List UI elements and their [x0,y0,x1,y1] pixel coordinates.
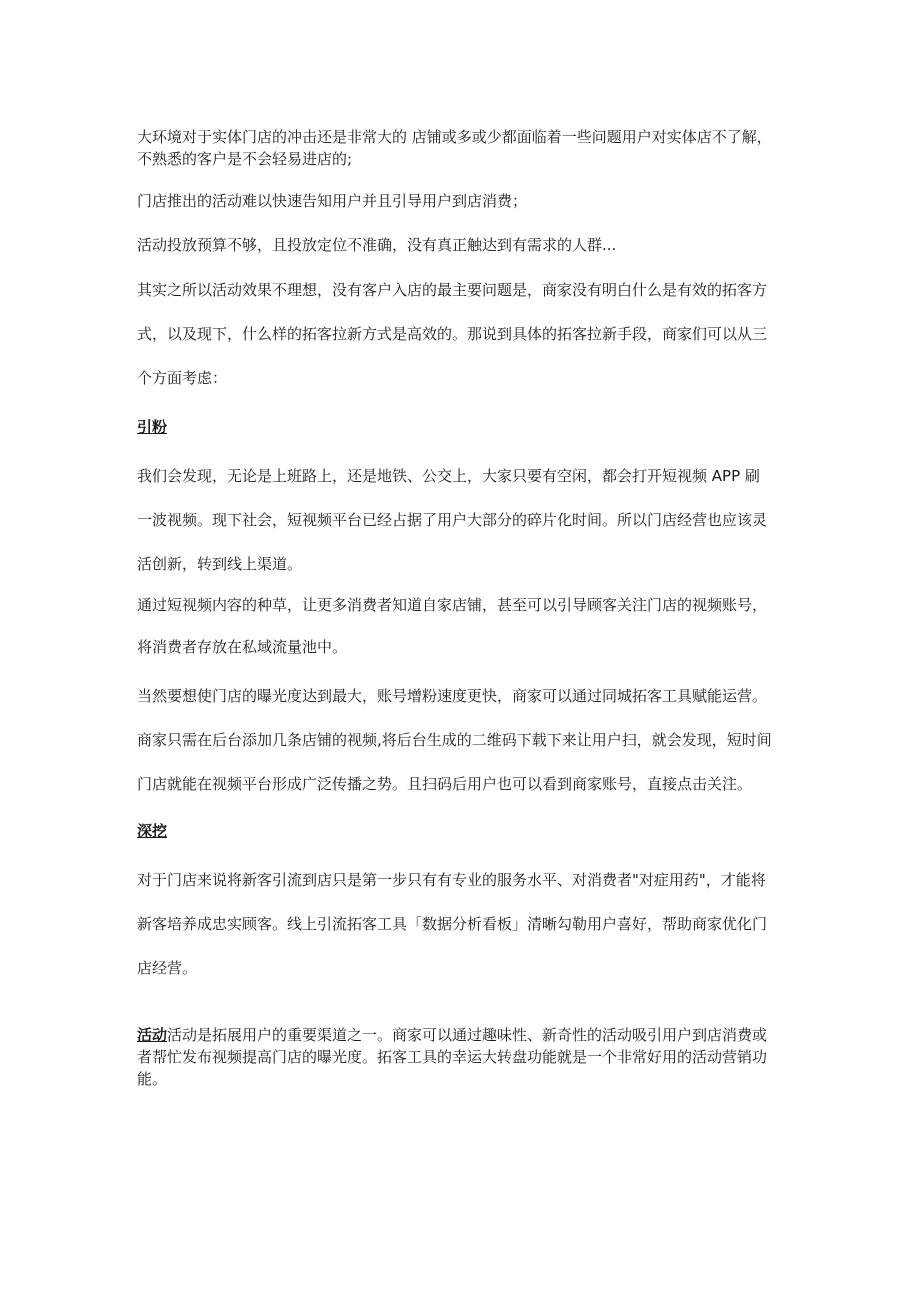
section-heading-yinfen: 引粉 [137,418,168,436]
section-heading-huodong: 活动 [137,1026,168,1044]
section3-body [137,1024,801,1090]
intro-line-1: 大环境对于实体门店的冲击还是非常大的 店铺或多或少都面临着一些问题用户对实体店不了解， [137,128,772,146]
section1-line-2: 一波视频。现下社会，短视频平台已经占据了用户大部分的碎片化时间。所以门店经营也应该灵 [137,511,768,529]
intro-line-6: 式，以及现下，什么样的拓客拉新方式是高效的。那说到具体的拓客拉新手段，商家们可以从三 [137,325,768,343]
intro-line-3: 门店推出的活动难以快速告知用户并且引导用户到店消费； [137,192,528,210]
section1-body-tight [137,594,801,658]
intro-line-7: 个方面考虑： [137,369,228,387]
section2-line-2: 新客培养成忠实顾客。线上引流拓客工具「数据分析看板」清晰勾勒用户喜好，帮助商家优化门 [137,915,768,933]
section2-line-1: 对于门店来说将新客引流到店只是第一步只有有专业的服务水平、对消费者"对症用药"，才能将 [137,871,766,889]
section1-body-2 [137,674,801,806]
section3-line-2: 者帮忙发布视频提高门店的曝光度。拓客工具的幸运大转盘功能就是一个非常好用的活动营销功 [137,1048,768,1066]
section1-line-4: 通过短视频内容的种草，让更多消费者知道自家店铺，甚至可以引导顾客关注门店的视频账号， [137,596,768,614]
document-page [137,126,801,1090]
section1-body [137,454,801,586]
intro-line-2: 不熟悉的客户是不会轻易进店的; [137,150,353,168]
section1-line-8: 门店就能在视频平台形成广泛传播之势。且扫码后用户也可以看到商家账号，直接点击关注。 [137,775,753,793]
section1-line-3: 活创新，转到线上渠道。 [137,555,303,573]
section1-line-7: 商家只需在后台添加几条店铺的视频,将后台生成的二维码下载下来让用户扫，就会发现，短时间 [137,731,772,749]
section2-body [137,858,801,990]
section1-line-6: 当然要想使门店的曝光度达到最大，账号增粉速度更快，商家可以通过同城拓客工具赋能运营。 [137,687,768,705]
intro-loose-block [137,268,801,400]
intro-line-5: 其实之所以活动效果不理想，没有客户入店的最主要问题是，商家没有明白什么是有效的拓客方 [137,281,768,299]
section-heading-shenwa: 深挖 [137,822,168,840]
section1-line-5: 将消费者存放在私域流量池中。 [137,638,348,656]
section2-line-3: 店经营。 [137,959,198,977]
intro-line-4: 活动投放预算不够，且投放定位不准确，没有真正触达到有需求的人群... [137,236,617,254]
intro-block [137,126,801,256]
section1-line-1: 我们会发现，无论是上班路上，还是地铁、公交上，大家只要有空闲，都会打开短视频 APP 刷 [137,467,760,485]
section3-line-3: 能。 [137,1070,168,1088]
section3-line-1: 活动活动是拓展用户的重要渠道之一。商家可以通过趣味性、新奇性的活动吸引用户到店消费或 [137,1026,768,1044]
